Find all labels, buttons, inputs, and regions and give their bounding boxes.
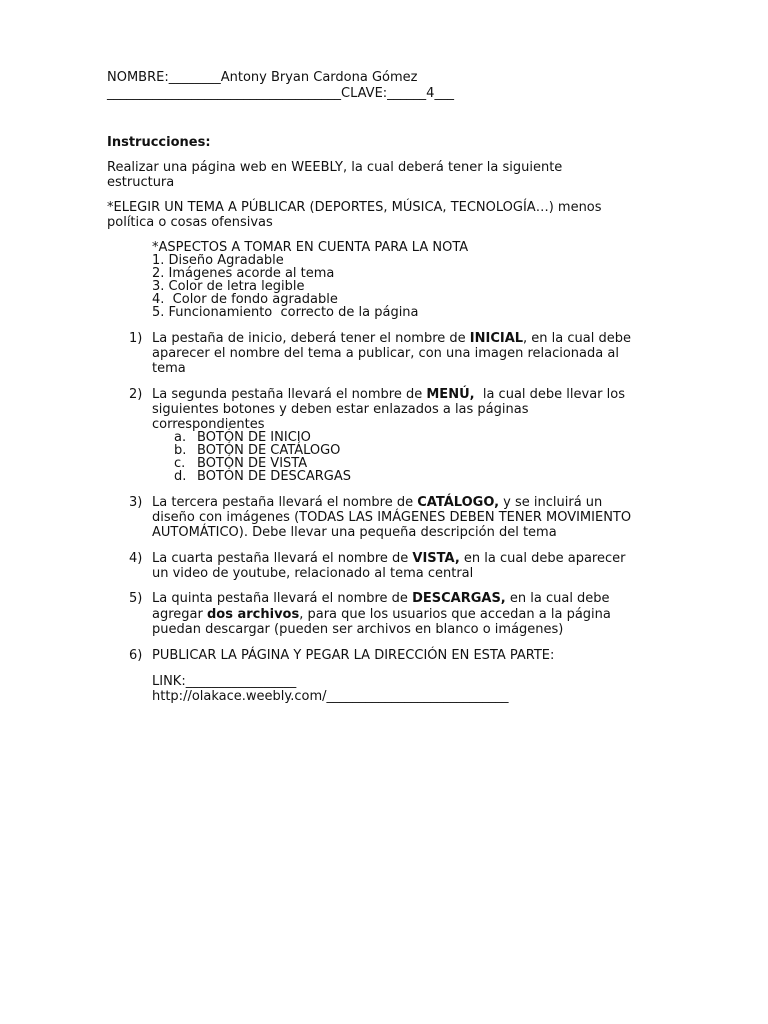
step-number: 4) <box>129 551 143 566</box>
step-1-line-3: tema <box>152 361 186 376</box>
sub-item-text: BOTÓN DE DESCARGAS <box>197 469 352 484</box>
aspect-item: 2. Imágenes acorde al tema <box>152 266 335 281</box>
step-number: 1) <box>129 331 143 346</box>
step-3-line-3: AUTOMÁTICO). Debe llevar una pequeña descripción del tema <box>152 525 557 540</box>
aspect-item: 1. Diseño Agradable <box>152 253 284 268</box>
elegir-line-2: política o cosas ofensivas <box>107 215 273 230</box>
step-1-line-2: aparecer el nombre del tema a publicar, con una imagen relacionada al <box>152 346 619 361</box>
link-url: http://olakace.weebly.com/____________________________ <box>152 689 509 704</box>
aspect-item: 3. Color de letra legible <box>152 279 305 294</box>
step-1-line-1: La pestaña de inicio, deberá tener el nombre de INICIAL, en la cual debe <box>152 331 631 346</box>
sub-item-text: BOTÓN DE CATÁLOGO <box>197 443 341 458</box>
step-5-line-2: agregar dos archivos, para que los usuarios que accedan a la página <box>152 607 611 622</box>
step-number: 3) <box>129 495 143 510</box>
elegir-line-1: *ELEGIR UN TEMA A PÚBLICAR (DEPORTES, MÚSICA, TECNOLOGÍA…) menos <box>107 200 602 215</box>
sub-item-letter: c. <box>174 456 186 471</box>
step-number: 5) <box>129 591 143 606</box>
step-6-line-1: PUBLICAR LA PÁGINA Y PEGAR LA DIRECCIÓN EN ESTA PARTE: <box>152 648 555 663</box>
step-2-line-3: correspondientes <box>152 417 265 432</box>
clave-line: ____________________________________CLAVE:______4___ <box>107 86 454 101</box>
step-number: 2) <box>129 387 143 402</box>
step-5-line-1: La quinta pestaña llevará el nombre de DESCARGAS, en la cual debe <box>152 591 610 606</box>
step-4-line-2: un video de youtube, relacionado al tema central <box>152 566 474 581</box>
aspects-title: *ASPECTOS A TOMAR EN CUENTA PARA LA NOTA <box>152 240 469 255</box>
aspect-item: 5. Funcionamiento correcto de la página <box>152 305 419 320</box>
nombre-line: NOMBRE:________Antony Bryan Cardona Gómez <box>107 70 418 85</box>
sub-item-letter: d. <box>174 469 187 484</box>
step-2-line-2: siguientes botones y deben estar enlazados a las páginas <box>152 402 529 417</box>
sub-item-text: BOTÓN DE INICIO <box>197 430 311 445</box>
instructions-title: Instrucciones: <box>107 135 211 150</box>
sub-item-letter: a. <box>174 430 187 445</box>
intro-line-2: estructura <box>107 175 175 190</box>
step-number: 6) <box>129 648 143 663</box>
step-4-line-1: La cuarta pestaña llevará el nombre de VISTA, en la cual debe aparecer <box>152 551 626 566</box>
link-label: LINK:_________________ <box>152 674 297 689</box>
step-3-line-2: diseño con imágenes (TODAS LAS IMÁGENES DEBEN TENER MOVIMIENTO <box>152 510 632 525</box>
intro-line-1: Realizar una página web en WEEBLY, la cual deberá tener la siguiente <box>107 160 563 175</box>
sub-item-letter: b. <box>174 443 187 458</box>
step-3-line-1: La tercera pestaña llevará el nombre de CATÁLOGO, y se incluirá un <box>152 495 603 510</box>
step-5-line-3: puedan descargar (pueden ser archivos en blanco o imágenes) <box>152 622 564 637</box>
sub-item-text: BOTÓN DE VISTA <box>197 456 308 471</box>
step-2-line-1: La segunda pestaña llevará el nombre de MENÚ, la cual debe llevar los <box>152 387 625 402</box>
aspect-item: 4. Color de fondo agradable <box>152 292 338 307</box>
